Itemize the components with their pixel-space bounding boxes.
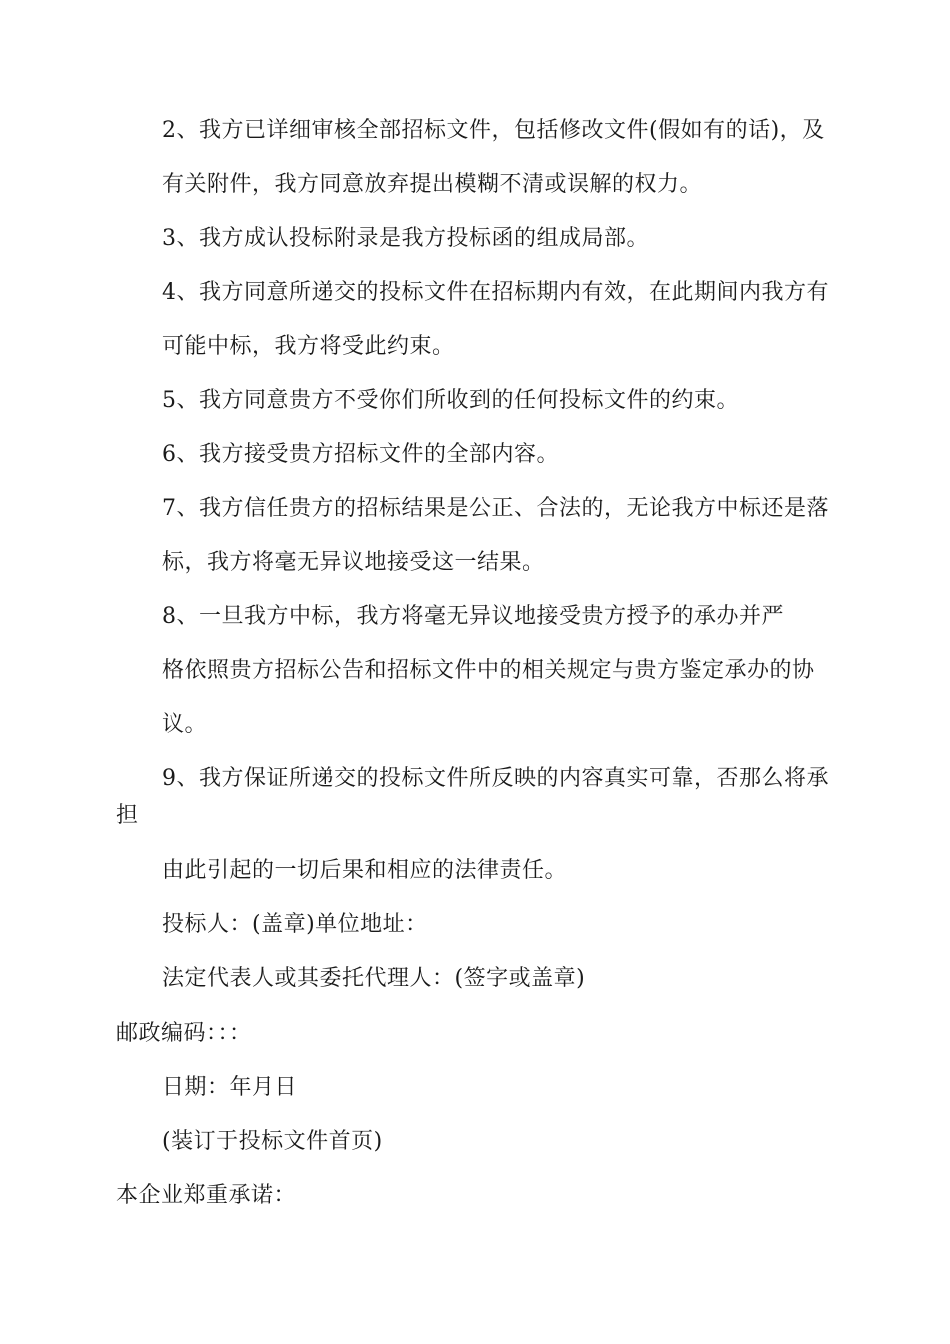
postal-code: 邮政编码：：： [116, 1021, 252, 1046]
clause-5: 5、我方同意贵方不受你们所收到的任何投标文件的约束。 [162, 388, 739, 413]
clause-9-line-1: 9、我方保证所递交的投标文件所反映的内容真实可靠，否那么将承 [162, 766, 829, 791]
clause-7-line-2: 标，我方将毫无异议地接受这一结果。 [162, 550, 545, 575]
date-line: 日期：年月日 [162, 1075, 298, 1100]
binding-note: (装订于投标文件首页) [162, 1129, 383, 1154]
clause-6: 6、我方接受贵方招标文件的全部内容。 [162, 442, 559, 467]
clause-8-line-2: 格依照贵方招标公告和招标文件中的相关规定与贵方鉴定承办的协 [162, 658, 815, 683]
clause-4-line-1: 4、我方同意所递交的投标文件在招标期内有效，在此期间内我方有 [162, 280, 829, 305]
clause-9-line-3: 由此引起的一切后果和相应的法律责任。 [162, 858, 568, 883]
company-pledge-heading: 本企业郑重承诺： [116, 1183, 297, 1208]
clause-8-line-1: 8、一旦我方中标，我方将毫无异议地接受贵方授予的承办并严 [162, 604, 784, 629]
clause-8-line-3: 议。 [162, 712, 208, 737]
clause-7-line-1: 7、我方信任贵方的招标结果是公正、合法的，无论我方中标还是落 [162, 496, 829, 521]
clause-9-line-2: 担 [116, 803, 139, 828]
legal-representative: 法定代表人或其委托代理人：(签字或盖章) [162, 966, 586, 991]
clause-2-line-1: 2、我方已详细审核全部招标文件，包括修改文件(假如有的话)，及 [162, 118, 825, 143]
clause-2-line-2: 有关附件，我方同意放弃提出模糊不清或误解的权力。 [162, 172, 703, 197]
bidder-seal-address: 投标人：(盖章)单位地址： [162, 912, 428, 937]
clause-3: 3、我方成认投标附录是我方投标函的组成局部。 [162, 226, 649, 251]
clause-4-line-2: 可能中标，我方将受此约束。 [162, 334, 455, 359]
